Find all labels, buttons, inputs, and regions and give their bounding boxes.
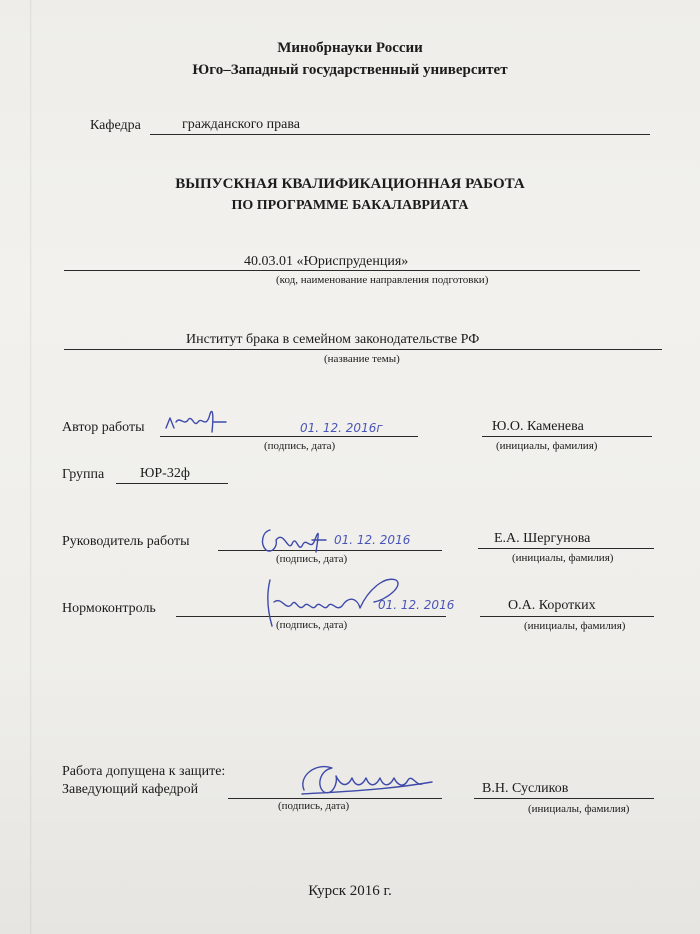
normcontrol-name-caption: (инициалы, фамилия) — [524, 620, 626, 632]
ministry-heading: Минобрнауки России — [277, 40, 423, 56]
author-name: Ю.О. Каменева — [492, 419, 584, 434]
supervisor-sign-caption: (подпись, дата) — [276, 553, 348, 565]
university-heading: Юго–Западный государственный университет — [192, 62, 508, 78]
topic-value: Институт брака в семейном законодательстве РФ — [186, 332, 480, 347]
normcontrol-label: Нормоконтроль — [62, 601, 156, 616]
normcontrol-name-underline — [480, 616, 654, 617]
group-underline — [116, 483, 228, 484]
work-title-line1: ВЫПУСКНАЯ КВАЛИФИКАЦИОННАЯ РАБОТА — [175, 176, 525, 192]
group-label: Группа — [62, 467, 105, 482]
supervisor-name-caption: (инициалы, фамилия) — [512, 552, 614, 564]
program-value: 40.03.01 «Юриспруденция» — [244, 254, 409, 269]
program-underline — [64, 270, 640, 271]
supervisor-name: Е.А. Шергунова — [494, 531, 591, 546]
author-name-caption: (инициалы, фамилия) — [496, 440, 598, 452]
work-title-line2: ПО ПРОГРАММЕ БАКАЛАВРИАТА — [231, 198, 469, 213]
admission-name-caption: (инициалы, фамилия) — [528, 803, 630, 815]
department-label: Кафедра — [90, 118, 141, 133]
author-sign-date: 01. 12. 2016г — [300, 421, 383, 435]
normcontrol-sign-caption: (подпись, дата) — [276, 619, 348, 631]
page-fold-shadow — [30, 0, 32, 934]
supervisor-label: Руководитель работы — [62, 534, 190, 549]
normcontrol-name: О.А. Коротких — [508, 598, 596, 613]
author-sign-caption: (подпись, дата) — [264, 440, 336, 452]
topic-caption: (название темы) — [324, 353, 400, 365]
admission-signature — [296, 756, 446, 806]
normcontrol-sign-date: 01. 12. 2016 — [378, 598, 455, 612]
author-name-underline — [482, 436, 652, 437]
department-underline — [150, 134, 650, 135]
admission-sign-caption: (подпись, дата) — [278, 800, 350, 812]
author-label: Автор работы — [62, 420, 145, 435]
head-of-department-name: В.Н. Сусликов — [482, 781, 569, 796]
supervisor-name-underline — [478, 548, 654, 549]
department-value: гражданского права — [182, 117, 301, 132]
program-caption: (код, наименование направления подготовки) — [276, 274, 489, 286]
group-value: ЮР-32ф — [140, 466, 190, 481]
admission-name-underline — [474, 798, 654, 799]
supervisor-sign-date: 01. 12. 2016 — [334, 533, 411, 547]
admission-label: Работа допущена к защите: — [62, 764, 226, 779]
city-year: Курск 2016 г. — [308, 883, 392, 899]
author-signature — [160, 402, 240, 438]
head-of-department-label: Заведующий кафедрой — [62, 782, 199, 797]
topic-underline — [64, 349, 662, 350]
